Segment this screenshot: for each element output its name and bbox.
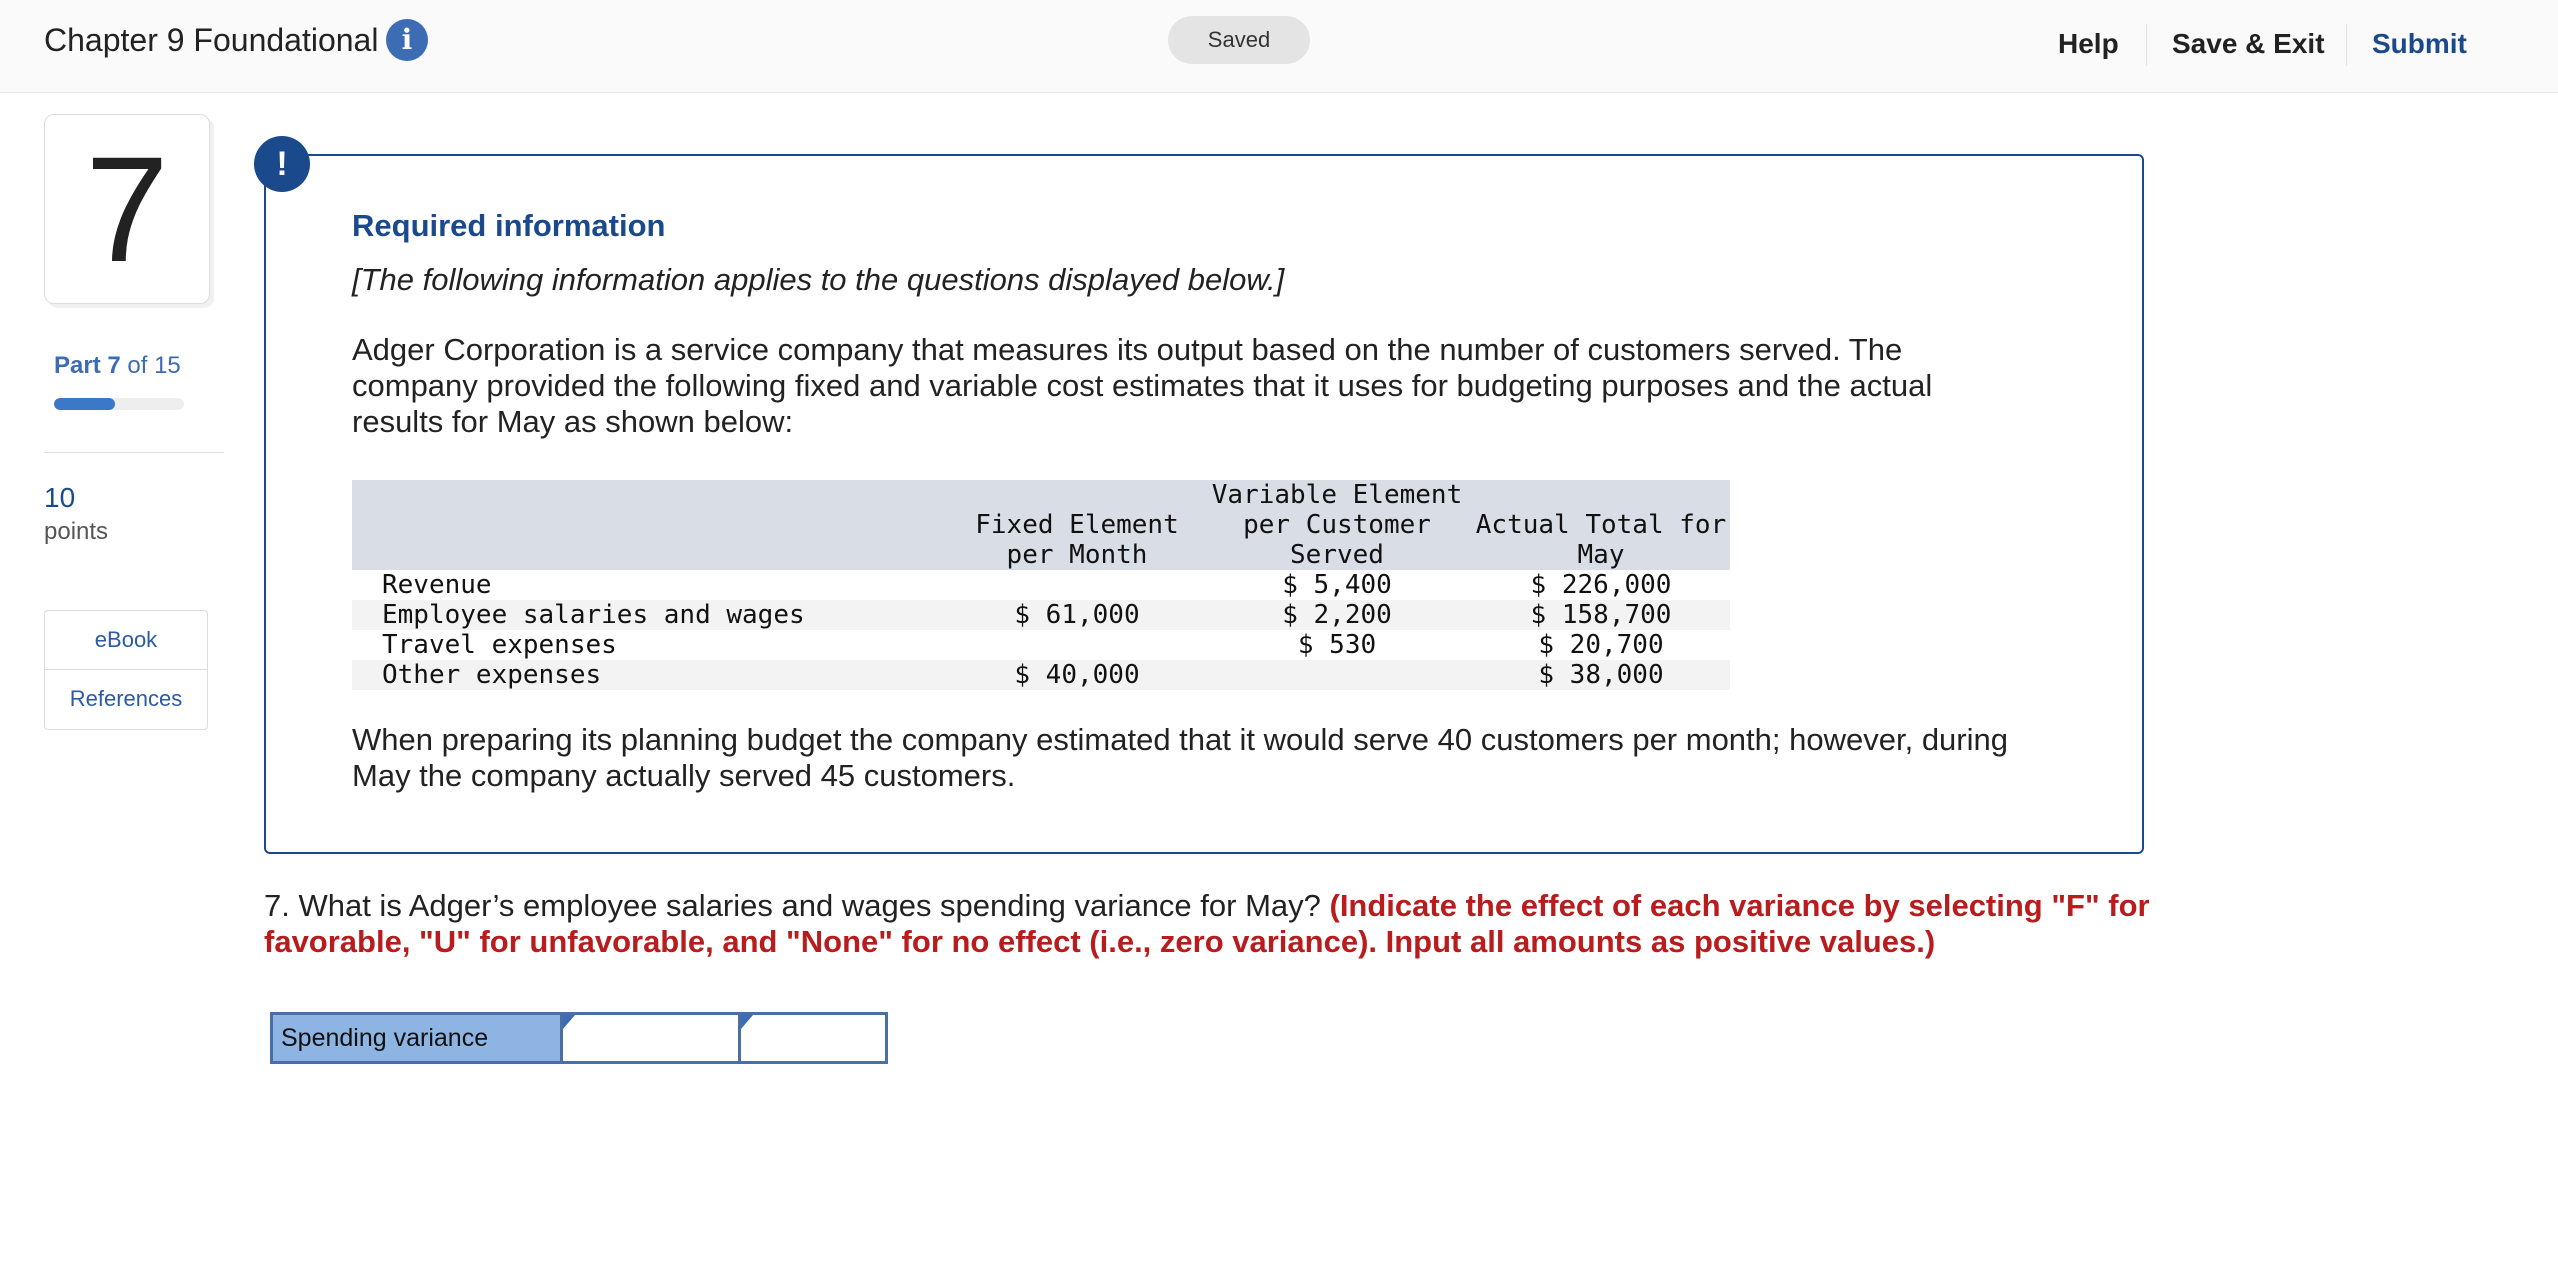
header-fixed-text: Fixed Element per Month	[975, 510, 1179, 570]
variance-effect-select[interactable]	[741, 1015, 879, 1061]
table-header-variable	[1202, 480, 1472, 570]
question-text: 7. What is Adger’s employee salaries and wages spending variance for May?	[264, 888, 1330, 923]
part-indicator	[54, 352, 181, 380]
header-variable-text: Variable Element per Customer Served	[1211, 480, 1463, 570]
assignment-title: Chapter 9 Foundational	[44, 22, 379, 58]
row-fixed	[952, 570, 1202, 600]
part-progress-bar	[54, 398, 184, 410]
row-variable	[1202, 660, 1472, 690]
references-link[interactable]: References	[45, 669, 207, 728]
dropdown-marker-icon	[741, 1015, 753, 1029]
table-header-fixed	[952, 480, 1202, 570]
part-total: of 15	[127, 352, 181, 379]
row-label: Employee salaries and wages	[352, 600, 952, 630]
header-divider	[2146, 24, 2147, 66]
header-divider	[2346, 24, 2347, 66]
variance-amount-cell[interactable]	[563, 1015, 741, 1061]
row-actual: $ 158,700	[1472, 600, 1730, 630]
row-actual: $ 20,700	[1538, 630, 1664, 660]
row-variable: $ 530	[1297, 630, 1377, 660]
part-prefix: Part	[54, 352, 101, 379]
required-info-body: Adger Corporation is a service company that measures its output based on the number of customers served. The company provided the following fixed and variable cost estimates that it uses for budgeting purposes and the actual results for May as shown below:	[352, 332, 1933, 439]
answer-table	[270, 1012, 888, 1064]
row-fixed: $ 40,000	[952, 660, 1202, 690]
variance-amount-input[interactable]	[563, 1015, 738, 1061]
row-fixed: $ 61,000	[952, 600, 1202, 630]
row-label: Revenue	[382, 570, 492, 600]
part-progress-fill	[54, 398, 115, 410]
required-info-body-2: When preparing its planning budget the company estimated that it would serve 40 customers per month; however, during May the company actually served 45 customers.	[352, 722, 2008, 793]
table-row	[352, 630, 1730, 660]
info-icon[interactable]: i	[386, 19, 428, 61]
table-row	[352, 570, 1730, 600]
points-label: points	[44, 518, 109, 545]
header-actual-text: Actual Total for May	[1475, 510, 1727, 570]
question-instruction: (Indicate the effect of each variance by selecting "F" for favorable, "U" for unfavorable, and "None" for no effect (i.e., zero variance). Input all amounts as positive values.)	[264, 888, 2150, 959]
variance-effect-cell[interactable]	[741, 1015, 879, 1061]
ebook-link[interactable]: eBook	[94, 627, 158, 652]
cost-estimates-table	[352, 480, 1730, 690]
submit-button[interactable]: Submit	[2372, 28, 2467, 59]
alert-icon: !	[254, 136, 310, 192]
row-variable: $ 2,200	[1202, 600, 1472, 630]
row-actual: $ 38,000	[1472, 660, 1730, 690]
rail-divider	[44, 452, 224, 453]
row-fixed	[952, 630, 1202, 660]
spending-variance-label: Spending variance	[273, 1015, 563, 1061]
row-variable: $ 5,400	[1282, 570, 1392, 600]
required-info-title: Required information	[352, 208, 666, 243]
points-value: 10	[44, 482, 76, 513]
save-exit-button[interactable]: Save & Exit	[2172, 28, 2325, 59]
table-header-label	[352, 480, 952, 570]
resources-box	[44, 610, 208, 730]
required-info-note: [The following information applies to the questions displayed below.]	[352, 262, 1285, 297]
question-number: 7	[85, 125, 169, 293]
input-marker-icon	[563, 1015, 575, 1029]
table-row	[352, 660, 1730, 690]
row-actual: $ 226,000	[1530, 570, 1672, 600]
table-header-actual	[1472, 480, 1730, 570]
row-label: Other expenses	[352, 660, 952, 690]
required-information-box	[264, 154, 2144, 854]
question-prompt	[264, 888, 2164, 960]
saved-status-badge: Saved	[1168, 16, 1310, 64]
part-current: 7	[107, 352, 121, 379]
help-button[interactable]: Help	[2058, 28, 2119, 59]
question-number-card	[44, 114, 210, 304]
row-label: Travel expenses	[382, 630, 617, 660]
top-header	[0, 0, 2558, 93]
table-row	[352, 600, 1730, 630]
